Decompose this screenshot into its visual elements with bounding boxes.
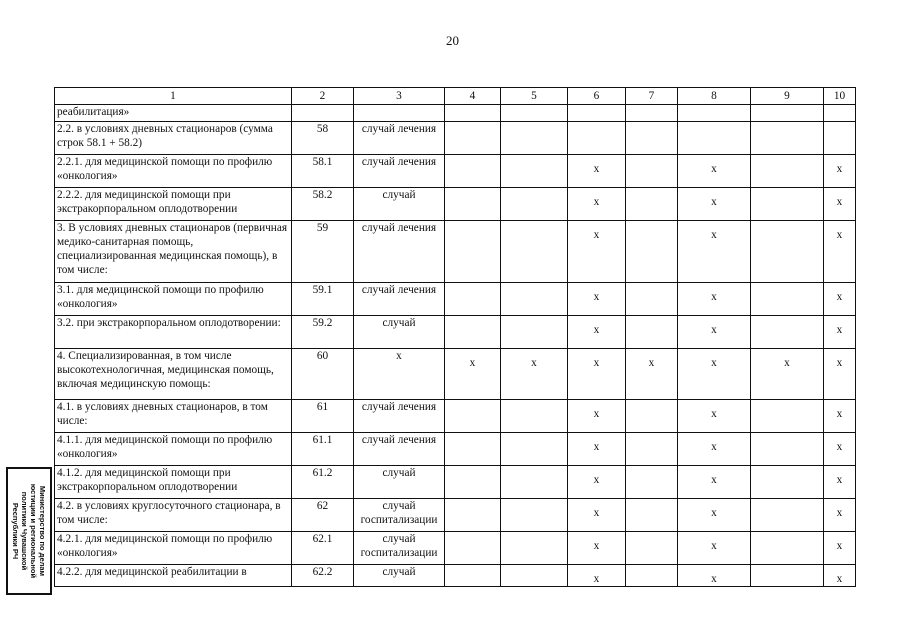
value-cell: х — [678, 155, 751, 188]
value-cell: х — [678, 400, 751, 433]
value-cell: х — [824, 532, 856, 565]
header-row — [55, 88, 856, 105]
value-cell: х — [445, 349, 501, 400]
value-cell: х — [568, 466, 626, 499]
column-header-1: 1 — [55, 88, 292, 105]
value-cell — [751, 565, 824, 587]
row-code-cell: 58 — [292, 122, 354, 155]
value-cell: х — [568, 188, 626, 221]
unit-cell: случай лечения — [354, 155, 445, 188]
unit-cell: случай лечения — [354, 283, 445, 316]
stamp-line: Министерство по делам — [38, 485, 47, 577]
registration-stamp — [6, 467, 52, 595]
value-cell — [501, 565, 568, 587]
value-cell — [445, 532, 501, 565]
table-row — [55, 122, 856, 155]
row-label-cell: 4.1. в условиях дневных стационаров, в том числе: — [55, 400, 292, 433]
row-label-cell: 4.2. в условиях круглосуточного стационара, в том числе: — [55, 499, 292, 532]
value-cell: х — [568, 499, 626, 532]
value-cell: х — [824, 565, 856, 587]
table-row — [55, 283, 856, 316]
value-cell: х — [824, 316, 856, 349]
row-code-cell — [292, 105, 354, 122]
value-cell — [501, 433, 568, 466]
value-cell: х — [678, 283, 751, 316]
value-cell — [751, 499, 824, 532]
value-cell — [751, 283, 824, 316]
value-cell — [445, 565, 501, 587]
value-cell — [626, 155, 678, 188]
value-cell — [445, 221, 501, 283]
unit-cell: случай лечения — [354, 221, 445, 283]
value-cell — [626, 316, 678, 349]
value-cell: х — [568, 532, 626, 565]
table-row — [55, 188, 856, 221]
value-cell — [626, 283, 678, 316]
row-label-cell: 4. Специализированная, в том числе высокотехнологичная, медицинская помощь, включая медицинскую помощь: — [55, 349, 292, 400]
value-cell — [626, 221, 678, 283]
value-cell: х — [824, 349, 856, 400]
value-cell: х — [824, 466, 856, 499]
table-row — [55, 466, 856, 499]
value-cell: х — [568, 400, 626, 433]
row-code-cell: 60 — [292, 349, 354, 400]
row-label-cell: 4.1.1. для медицинской помощи по профилю «онкология» — [55, 433, 292, 466]
row-label-cell: 3.1. для медицинской помощи по профилю «онкология» — [55, 283, 292, 316]
table-row — [55, 433, 856, 466]
value-cell — [751, 466, 824, 499]
value-cell — [751, 122, 824, 155]
unit-cell: случай лечения — [354, 433, 445, 466]
value-cell: х — [678, 532, 751, 565]
value-cell — [568, 122, 626, 155]
value-cell: х — [678, 466, 751, 499]
value-cell — [445, 316, 501, 349]
value-cell — [626, 532, 678, 565]
value-cell — [445, 105, 501, 122]
column-header-7: 7 — [626, 88, 678, 105]
unit-cell: случай — [354, 565, 445, 587]
data-table — [54, 87, 856, 587]
row-code-cell: 59.1 — [292, 283, 354, 316]
value-cell: х — [568, 349, 626, 400]
value-cell — [824, 122, 856, 155]
value-cell — [501, 122, 568, 155]
unit-cell: случай — [354, 188, 445, 221]
row-label-cell: 2.2.1. для медицинской помощи по профилю «онкология» — [55, 155, 292, 188]
value-cell: х — [751, 349, 824, 400]
table-row — [55, 155, 856, 188]
unit-cell: случай — [354, 466, 445, 499]
table-row — [55, 400, 856, 433]
value-cell — [501, 466, 568, 499]
unit-cell — [354, 105, 445, 122]
value-cell — [678, 122, 751, 155]
stamp-line: политики Чувашской — [20, 491, 29, 571]
row-code-cell: 62.2 — [292, 565, 354, 587]
table-row — [55, 565, 856, 587]
row-code-cell: 61.2 — [292, 466, 354, 499]
value-cell — [501, 188, 568, 221]
row-code-cell: 58.2 — [292, 188, 354, 221]
value-cell: х — [568, 316, 626, 349]
value-cell: х — [501, 349, 568, 400]
row-label-cell: 4.2.2. для медицинской реабилитации в — [55, 565, 292, 587]
value-cell: х — [568, 221, 626, 283]
row-label-cell: 4.1.2. для медицинской помощи при экстракорпоральном оплодотворении — [55, 466, 292, 499]
value-cell — [501, 532, 568, 565]
value-cell — [445, 400, 501, 433]
value-cell: х — [626, 349, 678, 400]
row-code-cell: 58.1 — [292, 155, 354, 188]
value-cell — [626, 433, 678, 466]
row-code-cell: 61.1 — [292, 433, 354, 466]
value-cell: х — [678, 565, 751, 587]
value-cell — [751, 532, 824, 565]
value-cell: х — [824, 188, 856, 221]
unit-cell: случай госпитализации — [354, 532, 445, 565]
value-cell — [751, 400, 824, 433]
column-header-5: 5 — [501, 88, 568, 105]
value-cell: х — [678, 349, 751, 400]
value-cell — [626, 499, 678, 532]
value-cell — [445, 433, 501, 466]
column-header-6: 6 — [568, 88, 626, 105]
table-row — [55, 499, 856, 532]
value-cell — [445, 122, 501, 155]
table-row — [55, 349, 856, 400]
unit-cell: случай госпитализации — [354, 499, 445, 532]
unit-cell: случай лечения — [354, 400, 445, 433]
value-cell: х — [824, 433, 856, 466]
unit-cell: случай — [354, 316, 445, 349]
column-header-10: 10 — [824, 88, 856, 105]
value-cell — [501, 105, 568, 122]
value-cell — [626, 466, 678, 499]
table-row — [55, 316, 856, 349]
value-cell: х — [824, 499, 856, 532]
value-cell: х — [678, 221, 751, 283]
value-cell: х — [568, 283, 626, 316]
value-cell: х — [568, 565, 626, 587]
unit-cell: случай лечения — [354, 122, 445, 155]
row-label-cell: 2.2. в условиях дневных стационаров (сумма строк 58.1 + 58.2) — [55, 122, 292, 155]
value-cell: х — [824, 400, 856, 433]
value-cell — [445, 499, 501, 532]
value-cell — [751, 316, 824, 349]
value-cell: х — [678, 188, 751, 221]
value-cell — [626, 565, 678, 587]
stamp-text — [11, 469, 47, 593]
value-cell — [751, 188, 824, 221]
value-cell — [445, 466, 501, 499]
value-cell — [501, 283, 568, 316]
stamp-line: Республики РЧ — [11, 502, 20, 560]
column-header-9: 9 — [751, 88, 824, 105]
column-header-4: 4 — [445, 88, 501, 105]
value-cell — [568, 105, 626, 122]
value-cell — [501, 316, 568, 349]
row-label-cell: 3. В условиях дневных стационаров (первичная медико-санитарная помощь, специализированная медицинская помощь), в том числе: — [55, 221, 292, 283]
value-cell — [626, 105, 678, 122]
row-code-cell: 59 — [292, 221, 354, 283]
value-cell — [501, 221, 568, 283]
value-cell: х — [824, 155, 856, 188]
row-code-cell: 61 — [292, 400, 354, 433]
value-cell — [751, 221, 824, 283]
value-cell: х — [824, 283, 856, 316]
table-row — [55, 105, 856, 122]
page-number: 20 — [446, 33, 459, 48]
value-cell — [501, 400, 568, 433]
table-row — [55, 221, 856, 283]
value-cell: х — [568, 433, 626, 466]
value-cell — [751, 105, 824, 122]
table-row — [55, 532, 856, 565]
value-cell — [445, 283, 501, 316]
value-cell — [751, 433, 824, 466]
unit-cell: х — [354, 349, 445, 400]
value-cell — [445, 155, 501, 188]
row-label-cell: 3.2. при экстракорпоральном оплодотворении: — [55, 316, 292, 349]
stamp-line: юстиции и региональной — [29, 483, 38, 579]
row-code-cell: 59.2 — [292, 316, 354, 349]
value-cell: х — [568, 155, 626, 188]
column-header-8: 8 — [678, 88, 751, 105]
value-cell — [626, 122, 678, 155]
row-label-cell: 4.2.1. для медицинской помощи по профилю «онкология» — [55, 532, 292, 565]
row-label-cell: 2.2.2. для медицинской помощи при экстракорпоральном оплодотворении — [55, 188, 292, 221]
value-cell — [678, 105, 751, 122]
value-cell: х — [824, 221, 856, 283]
value-cell: х — [678, 499, 751, 532]
column-header-3: 3 — [354, 88, 445, 105]
value-cell — [626, 400, 678, 433]
value-cell — [445, 188, 501, 221]
row-label-cell: реабилитация» — [55, 105, 292, 122]
value-cell — [501, 155, 568, 188]
row-code-cell: 62 — [292, 499, 354, 532]
value-cell: х — [678, 433, 751, 466]
value-cell: х — [678, 316, 751, 349]
value-cell — [824, 105, 856, 122]
value-cell — [501, 499, 568, 532]
column-header-2: 2 — [292, 88, 354, 105]
row-code-cell: 62.1 — [292, 532, 354, 565]
value-cell — [626, 188, 678, 221]
value-cell — [751, 155, 824, 188]
